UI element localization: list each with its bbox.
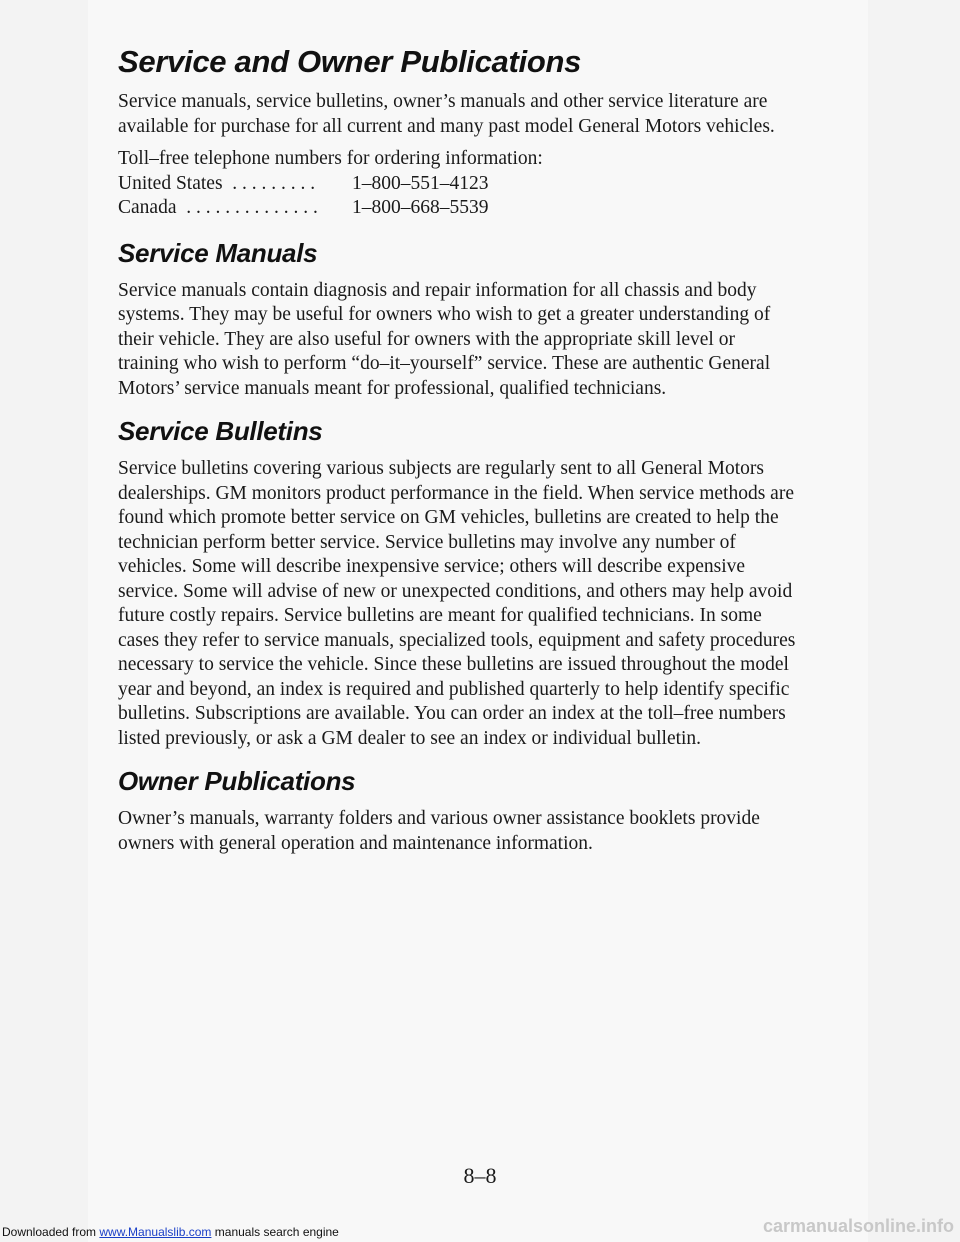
page-content: [118, 44, 798, 870]
section-body: Service bulletins covering various subjects are regularly sent to all General Motors dealerships. GM monitors product performance in the field. When service methods are found which promote better service on GM vehicles, bulletins are created to help the technician perform better service. Service bulletins may involve any number of vehicles. Some will describe inexpensive service; others will describe expensive service. Some will advise of new or unexpected conditions, and others may help avoid future costly repairs. Service bulletins are meant for qualified technicians. In some cases they refer to service manuals, specialized tools, equipment and safety procedures necessary to service the vehicle. Since these bulletins are issued throughout the model year and beyond, an index is required and published quarterly to help identify specific bulletins. Subscriptions are available. You can order an index at the toll–free numbers listed previously, or ask a GM dealer to see an index or individual bulletin.: [118, 458, 796, 749]
intro-paragraph: Service manuals, service bulletins, owner’s manuals and other service literature are available for purchase for all current and many past model General Motors vehicles.: [118, 91, 775, 137]
section-heading: Service Manuals: [118, 237, 318, 268]
page-number: 8–8: [463, 1163, 497, 1188]
download-footer: [2, 1225, 339, 1239]
page-title: Service and Owner Publications: [118, 44, 582, 79]
watermark: carmanualsonline.info: [762, 1216, 954, 1236]
section-body: Owner’s manuals, warranty folders and various owner assistance booklets provide owners with general operation and maintenance information.: [118, 808, 760, 854]
section-heading: Owner Publications: [118, 766, 356, 796]
phone-number-canada: 1–800–668–5539: [352, 197, 489, 218]
footer-prefix: Downloaded from: [2, 1225, 100, 1239]
section-owner-publications: [118, 765, 798, 856]
phone-numbers: [118, 147, 798, 221]
phone-label-canada: Canada . . . . . . . . . . . . . .: [118, 197, 318, 218]
phone-row-us: [118, 172, 798, 197]
manualslib-link[interactable]: www.Manualslib.com: [99, 1225, 212, 1239]
phone-row-canada: [118, 196, 798, 221]
section-service-manuals: [118, 237, 798, 402]
section-heading: Service Bulletins: [118, 416, 323, 446]
section-body: Service manuals contain diagnosis and repair information for all chassis and body systems. They may be useful for owners who wish to get a greater understanding of their vehicle. They are also useful for owners with the appropriate skill level or training who wish to perform “do–it–yourself” service. These are authentic General Motors’ service manuals meant for professional, qualified technicians.: [118, 279, 771, 399]
phone-number-us: 1–800–551–4123: [352, 172, 489, 194]
section-service-bulletins: [118, 415, 798, 751]
phone-label-us: United States . . . . . . . . .: [118, 172, 316, 194]
footer-suffix: manuals search engine: [211, 1225, 339, 1239]
phone-intro: Toll–free telephone numbers for ordering information:: [118, 148, 543, 169]
